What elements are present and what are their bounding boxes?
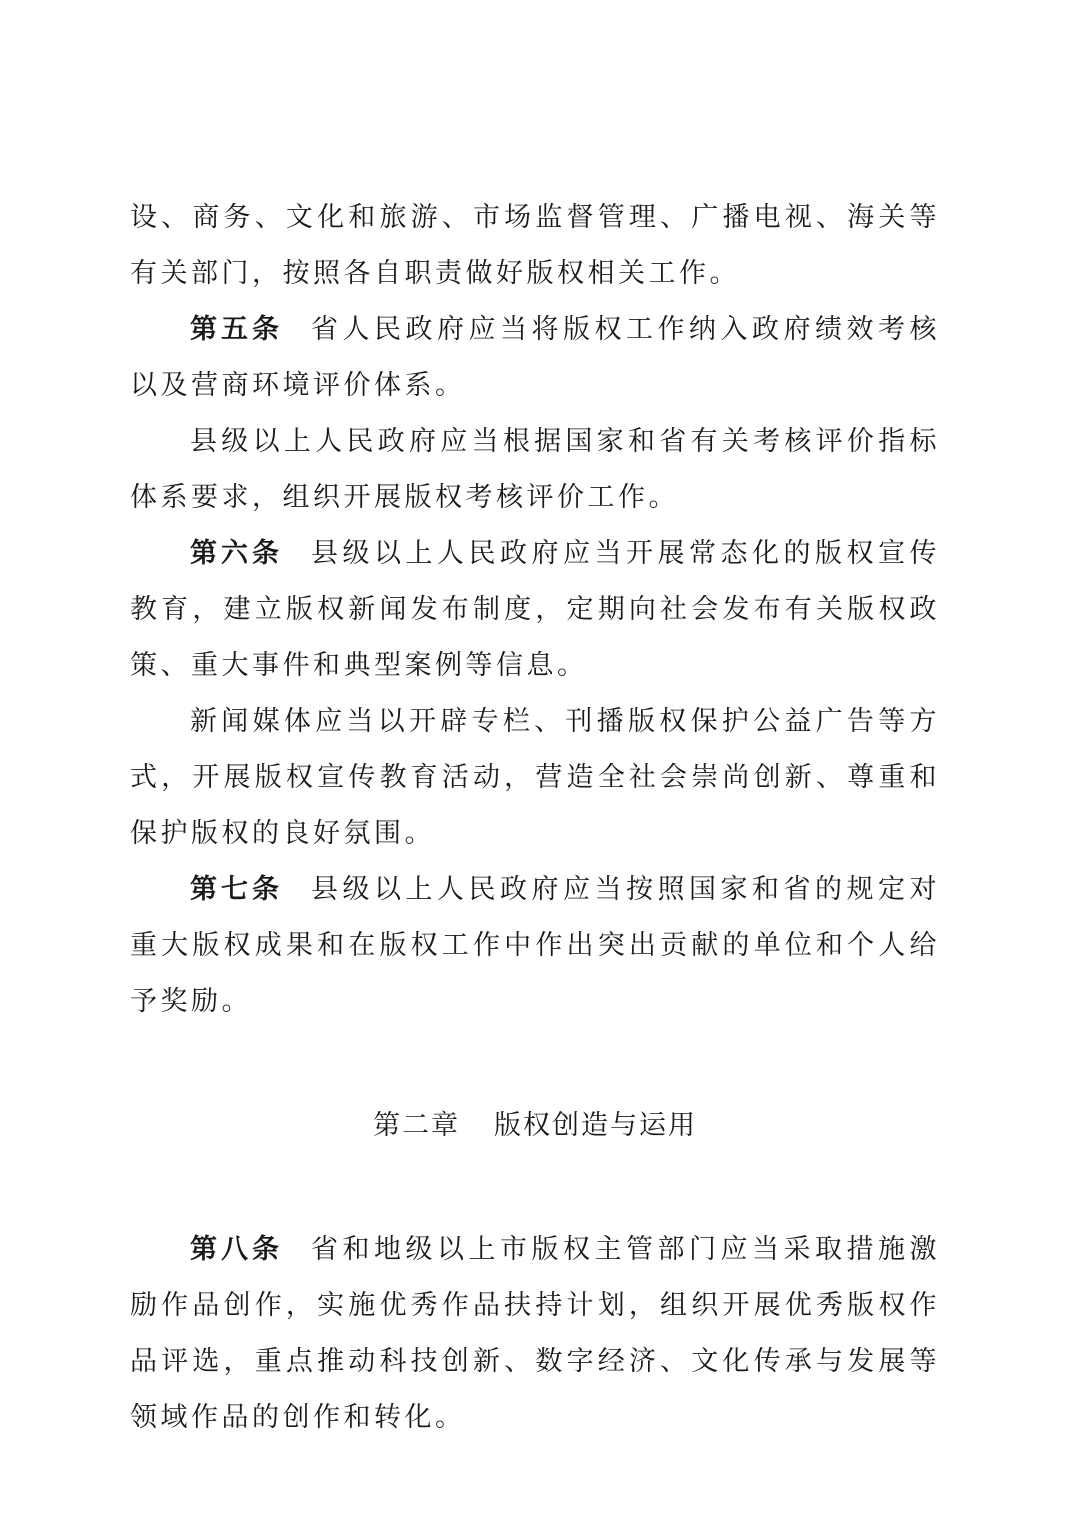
document-page — [130, 190, 940, 1446]
article-text: 省人民政府应当将版权工作纳入政府绩效考核以及营商环境评价体系。 — [130, 314, 940, 401]
article-7 — [130, 862, 940, 1030]
chapter-title: 版权创造与运用 — [494, 1110, 697, 1141]
article-8 — [130, 1222, 940, 1446]
article-number: 第六条 — [190, 538, 283, 569]
paragraph: 县级以上人民政府应当根据国家和省有关考核评价指标体系要求，组织开展版权考核评价工作。 — [130, 426, 940, 513]
article-number: 第五条 — [190, 314, 283, 345]
article-number: 第七条 — [190, 874, 283, 905]
article-number: 第八条 — [190, 1234, 283, 1265]
paragraph: 新闻媒体应当以开辟专栏、刊播版权保护公益广告等方式，开展版权宣传教育活动，营造全社会崇尚创新、尊重和保护版权的良好氛围。 — [130, 706, 940, 849]
article-6 — [130, 526, 940, 694]
article-5 — [130, 302, 940, 414]
paragraph-continued: 设、商务、文化和旅游、市场监督管理、广播电视、海关等有关部门，按照各自职责做好版权相关工作。 — [130, 202, 940, 289]
article-text: 县级以上人民政府应当开展常态化的版权宣传教育，建立版权新闻发布制度，定期向社会发布有关版权政策、重大事件和典型案例等信息。 — [130, 538, 940, 681]
chapter-number: 第二章 — [373, 1110, 460, 1141]
article-text: 省和地级以上市版权主管部门应当采取措施激励作品创作，实施优秀作品扶持计划，组织开展优秀版权作品评选，重点推动科技创新、数字经济、文化传承与发展等领域作品的创作和转化。 — [130, 1234, 940, 1433]
chapter-heading — [130, 1098, 940, 1154]
article-text: 县级以上人民政府应当按照国家和省的规定对重大版权成果和在版权工作中作出突出贡献的单位和个人给予奖励。 — [130, 874, 940, 1017]
